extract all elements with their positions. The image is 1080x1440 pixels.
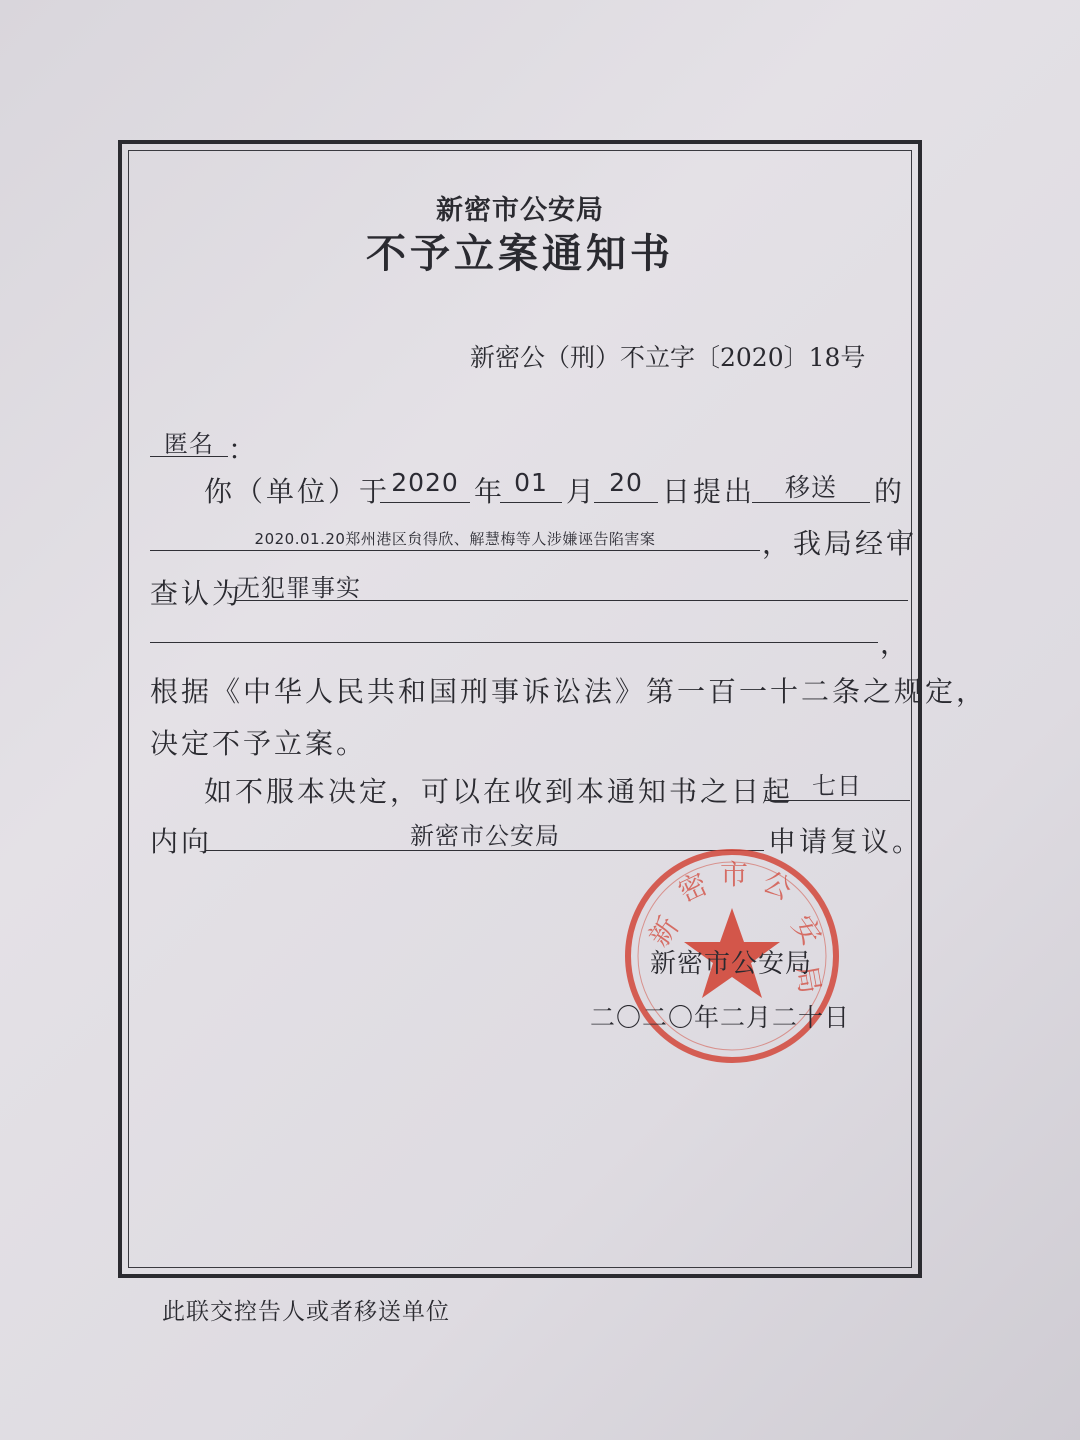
- de-particle: 的: [874, 475, 906, 508]
- month-unit: 月: [566, 475, 598, 508]
- svg-text:局: 局: [789, 962, 827, 996]
- svg-text:市: 市: [720, 858, 749, 891]
- svg-text:公: 公: [757, 864, 797, 907]
- document-title: 不予立案通知书: [366, 230, 674, 277]
- document-number: 新密公（刑）不立字〔2020〕18号: [470, 343, 866, 372]
- review-text: ，我局经审: [762, 527, 918, 560]
- filing-action: 移送: [752, 468, 870, 503]
- case-name: 2020.01.20郑州港区贠得欣、解慧梅等人涉嫌诬告陷害案: [150, 524, 760, 551]
- finding-text: 无犯罪事实: [236, 568, 908, 601]
- decision-text: 决定不予立案。: [150, 727, 368, 760]
- para1-lead: 你（单位）于: [204, 475, 391, 508]
- blank-underline: [150, 640, 878, 643]
- finding-lead: 查认为: [150, 577, 244, 610]
- appeal-lead: 如不服本决定，可以在收到本通知书之日起: [204, 775, 794, 808]
- appeal-within: 内向: [150, 825, 213, 858]
- filing-day: 20: [594, 468, 658, 503]
- appeal-agency: 新密市公安局: [206, 816, 764, 851]
- law-citation: 根据《中华人民共和国刑事诉讼法》第一百一十二条之规定，: [150, 675, 988, 708]
- signature-agency: 新密市公安局: [650, 949, 813, 979]
- footer-note: 此联交控告人或者移送单位: [162, 1299, 450, 1325]
- day-unit: 日提出: [662, 475, 756, 508]
- filing-month: 01: [500, 468, 562, 503]
- svg-text:新: 新: [642, 910, 686, 953]
- comma: ，: [880, 627, 912, 660]
- year-unit: 年: [474, 475, 506, 508]
- appeal-tail: 申请复议。: [768, 825, 924, 858]
- recipient-name: 匿名: [150, 424, 228, 457]
- recipient-colon: ：: [228, 433, 260, 466]
- signature-date: 二〇二〇年二月二十日: [590, 1003, 851, 1032]
- svg-text:安: 安: [785, 909, 829, 952]
- agency-header: 新密市公安局: [436, 195, 604, 226]
- svg-text:密: 密: [673, 867, 713, 909]
- filing-year: 2020: [380, 468, 470, 503]
- appeal-period: 七日: [764, 766, 910, 801]
